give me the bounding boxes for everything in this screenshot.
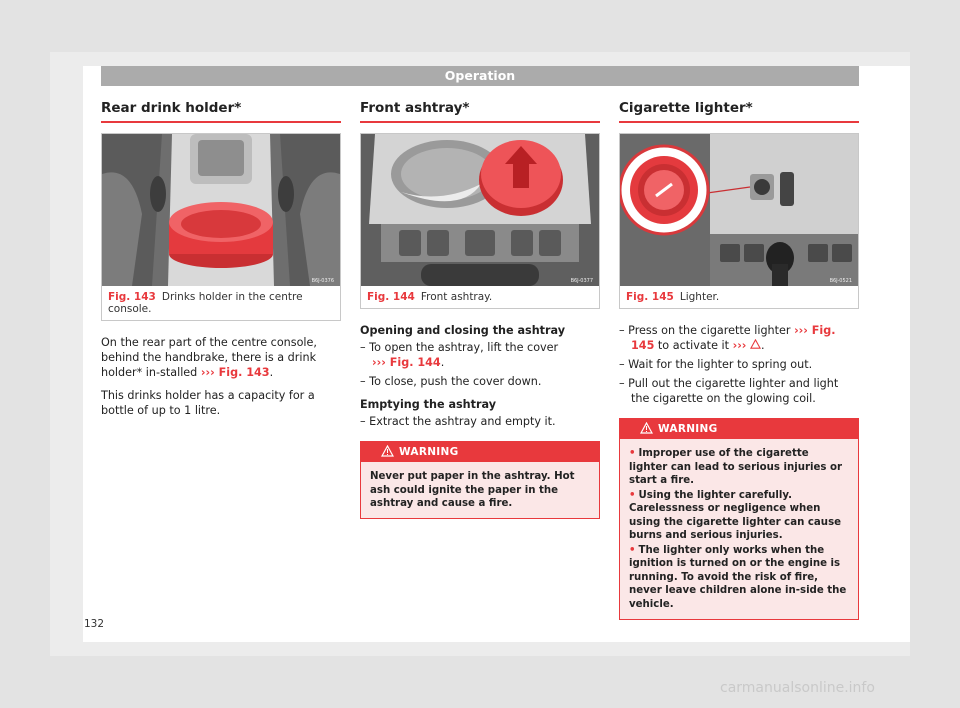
warning-box — [619, 418, 859, 620]
list-item-text: – Press on the cigarette lighter — [619, 324, 791, 337]
figure-code: B6J-0376 — [311, 278, 334, 284]
figure-caption — [620, 286, 858, 308]
list-item-text-end: . — [760, 339, 765, 352]
list-item — [619, 323, 859, 353]
warning-item-text: The lighter only works when the ignition is turned on or the engine is running. To avoid the risk of fire, never leave children alone in-side the vehicle. — [629, 544, 847, 610]
paragraph-1 — [101, 335, 341, 380]
ashtray-illustration — [361, 134, 599, 286]
section-title: Cigarette lighter* — [619, 98, 859, 123]
column-cigarette-lighter — [619, 98, 859, 620]
warning-triangle-icon — [640, 422, 653, 434]
subheading-opening: Opening and closing the ashtray — [360, 324, 566, 337]
figure-144 — [360, 133, 600, 309]
paragraph-2: This drinks holder has a capacity for a bottle of up to 1 litre. — [101, 389, 315, 417]
warning-item-text: Using the lighter carefully. Carelessness or negligence when using the cigarette lighter can cause burns and serious injuries. — [629, 489, 842, 541]
list-item-text: – To open the ashtray, lift the cover — [360, 341, 559, 354]
cigarette-lighter-illustration — [620, 134, 858, 286]
figure-caption — [102, 286, 340, 320]
warning-reference-link[interactable]: ››› — [732, 339, 747, 352]
figure-143 — [101, 133, 341, 321]
figure-145 — [619, 133, 859, 309]
list-item: – To close, push the cover down. — [360, 375, 542, 388]
figure-caption — [361, 286, 599, 308]
figure-number: Fig. 144 — [367, 291, 415, 303]
list-item: – Extract the ashtray and empty it. — [360, 415, 556, 428]
figure-caption-text: Lighter. — [679, 291, 720, 303]
section-title: Front ashtray* — [360, 98, 600, 123]
list-item: – Wait for the lighter to spring out. — [619, 358, 813, 371]
warning-header — [620, 419, 858, 439]
warning-list — [620, 439, 858, 619]
list-item-text-end: . — [440, 356, 445, 369]
column-rear-drink-holder — [101, 98, 341, 426]
warning-triangle-icon — [381, 445, 394, 457]
figure-caption-text: Drinks holder in the centre console. — [108, 291, 303, 315]
paragraph-text: On the rear part of the centre console, behind the handbrake, there is a drink holder* in-stalled — [101, 336, 317, 379]
figure-reference-link[interactable]: ››› Fig. 145 — [631, 324, 836, 352]
page-number: 132 — [84, 618, 105, 630]
warning-text: Never put paper in the ashtray. Hot ash could ignite the paper in the ashtray and cause a fire. — [370, 471, 575, 509]
figure-code: B6J-0377 — [570, 278, 593, 284]
warning-item-text: Improper use of the cigarette lighter can lead to serious injuries or start a fire. — [629, 448, 843, 486]
list-item — [360, 340, 600, 370]
warning-item — [629, 447, 849, 488]
section-header: Operation — [101, 66, 859, 86]
warning-item — [629, 544, 849, 612]
watermark: carmanualsonline.info — [720, 680, 875, 696]
figure-code: B6J-0521 — [829, 278, 852, 284]
figure-caption-text: Front ashtray. — [420, 291, 493, 303]
subheading-emptying: Emptying the ashtray — [360, 398, 496, 411]
warning-item — [629, 489, 849, 543]
warning-box — [360, 441, 600, 519]
warning-triangle-icon — [750, 339, 761, 349]
column-front-ashtray — [360, 98, 600, 519]
bullet-icon: • — [629, 448, 636, 459]
figure-number: Fig. 145 — [626, 291, 674, 303]
warning-header — [361, 442, 599, 462]
figure-reference-link[interactable]: ››› Fig. 143 — [200, 366, 270, 379]
bullet-icon: • — [629, 489, 636, 501]
list-item: – Pull out the cigarette lighter and light the cigarette on the glowing coil. — [619, 377, 839, 405]
section-title: Rear drink holder* — [101, 98, 341, 123]
figure-reference-link[interactable]: ››› Fig. 144 — [372, 356, 441, 369]
warning-label: WARNING — [658, 423, 718, 435]
list-item-text: to activate it — [657, 339, 730, 352]
bullet-icon: • — [629, 544, 636, 556]
warning-label: WARNING — [399, 446, 459, 458]
figure-number: Fig. 143 — [108, 291, 156, 303]
drink-holder-illustration — [102, 134, 340, 286]
paragraph-text-end: . — [269, 366, 274, 379]
